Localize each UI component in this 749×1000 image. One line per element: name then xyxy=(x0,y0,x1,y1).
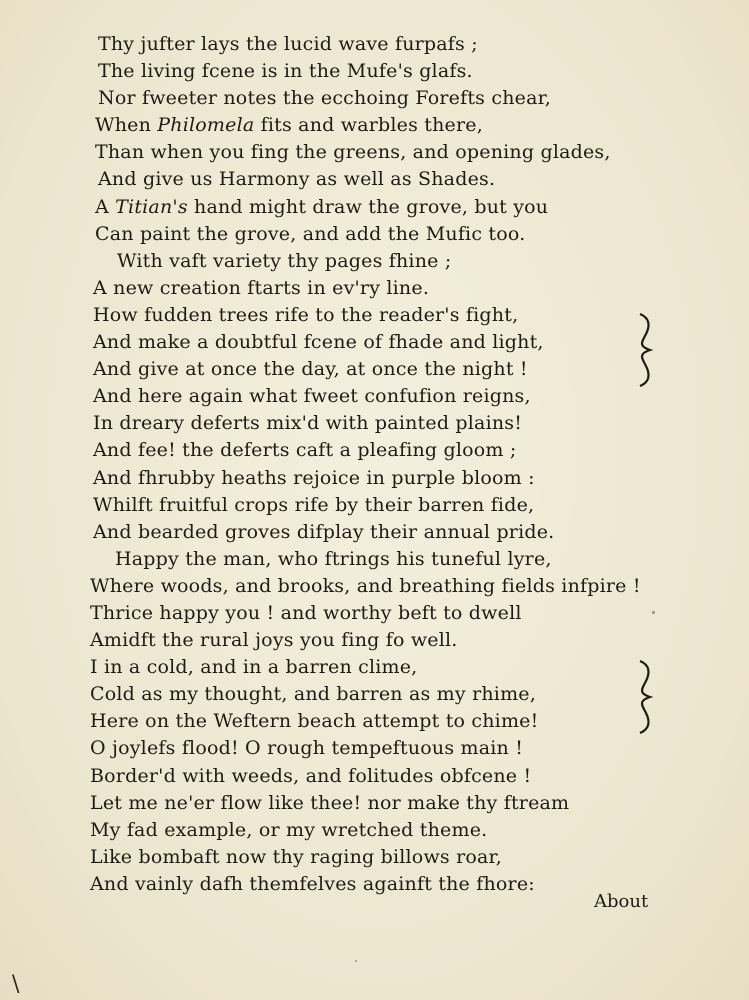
poem-line xyxy=(88,763,688,790)
poem-line-text: Like bombaft now thy raging billows roar, xyxy=(90,845,502,868)
poem-line-text: The living fcene is in the Mufe's glafs. xyxy=(98,60,473,83)
poem-line xyxy=(88,275,688,302)
poem-text xyxy=(88,31,688,898)
poem-line-text: Thy jufter lays the lucid wave furpafs ; xyxy=(98,33,478,55)
poem-line-text: And make a doubtful fcene of fhade and light, xyxy=(93,331,544,354)
poem-line-italic-text: Titian's xyxy=(115,195,188,218)
poem-line-text: Nor fweeter notes the ecchoing Forefts chear, xyxy=(98,87,552,110)
poem-line-text: And give us Harmony as well as Shades. xyxy=(98,168,496,191)
poem-line xyxy=(88,302,688,329)
poem-line xyxy=(88,790,688,817)
poem-line-text: fits and warbles there, xyxy=(254,114,483,137)
poem-line-italic-text: Philomela xyxy=(157,114,255,137)
poem-line xyxy=(88,410,688,437)
triplet-brace-1 xyxy=(632,312,658,388)
poem-line xyxy=(88,573,688,600)
poem-line xyxy=(88,329,688,356)
poem-line xyxy=(88,844,688,871)
poem-line-text: hand might draw the grove, but you xyxy=(187,195,549,218)
paper-speck xyxy=(355,960,357,962)
poem-line-text: And give at once the day, at once the night ! xyxy=(93,358,528,381)
poem-line xyxy=(88,58,688,85)
poem-line-text: In dreary deferts mix'd with painted plains! xyxy=(93,412,523,435)
poem-line xyxy=(88,519,688,546)
poem-line-text: My fad example, or my wretched theme. xyxy=(90,818,488,841)
poem-line-text: And here again what fweet confufion reigns, xyxy=(93,385,531,408)
poem-line xyxy=(88,248,688,275)
poem-line-text: Whilft fruitful crops rife by their barren fide, xyxy=(93,493,535,516)
paper-speck xyxy=(652,611,655,614)
poem-line-text: How fudden trees rife to the reader's fight, xyxy=(93,303,519,326)
poem-line xyxy=(88,139,688,166)
poem-line-text: Can paint the grove, and add the Mufic too. xyxy=(95,222,526,245)
poem-line-text: And fhrubby heaths rejoice in purple bloom : xyxy=(93,466,535,489)
poem-line-text: A new creation ftarts in ev'ry line. xyxy=(93,276,430,299)
poem-line-text: And fee! the deferts caft a pleafing gloom ; xyxy=(93,439,517,462)
poem-line-text: A xyxy=(95,195,116,218)
poem-line-text: O joylefs flood! O rough tempeftuous main ! xyxy=(90,737,524,760)
poem-line xyxy=(88,465,688,492)
poem-line xyxy=(88,31,688,58)
poem-line xyxy=(88,383,688,410)
poem-line-text: When xyxy=(95,114,158,137)
poem-line xyxy=(88,166,688,193)
poem-line xyxy=(88,221,688,248)
poem-line-text: And bearded groves difplay their annual pride. xyxy=(93,520,555,543)
poem-line xyxy=(88,735,688,762)
poem-line-text: Let me ne'er flow like thee! nor make thy ftream xyxy=(90,791,570,814)
corner-ink-mark: \ xyxy=(12,972,20,997)
poem-line-text: Thrice happy you ! and worthy beft to dwell xyxy=(90,601,522,624)
poem-line xyxy=(88,492,688,519)
poem-line xyxy=(88,708,688,735)
poem-line-text: Here on the Weftern beach attempt to chime! xyxy=(90,710,539,733)
poem-line xyxy=(88,85,688,112)
poem-line xyxy=(88,437,688,464)
poem-line-text: With vaft variety thy pages fhine ; xyxy=(117,249,452,272)
poem-line xyxy=(88,654,688,681)
poem-line-text: Cold as my thought, and barren as my rhime, xyxy=(90,683,536,706)
poem-line xyxy=(88,817,688,844)
poem-line-text: Happy the man, who ftrings his tuneful lyre, xyxy=(115,547,552,570)
poem-line xyxy=(88,681,688,708)
poem-line xyxy=(88,194,688,221)
poem-line xyxy=(88,600,688,627)
poem-line-text: I in a cold, and in a barren clime, xyxy=(90,656,418,679)
poem-line xyxy=(88,627,688,654)
poem-line-text: Than when you fing the greens, and opening glades, xyxy=(95,141,611,164)
poem-line xyxy=(88,356,688,383)
catchword: About xyxy=(594,891,649,912)
poem-line xyxy=(88,546,688,573)
poem-line-text: And vainly dafh themfelves againft the fhore: xyxy=(90,872,535,895)
triplet-brace-2 xyxy=(632,659,658,735)
poem-line-text: Amidft the rural joys you fing fo well. xyxy=(90,629,458,652)
poem-line-text: Where woods, and brooks, and breathing fields infpire ! xyxy=(90,574,641,597)
poem-line-text: Border'd with weeds, and folitudes obfcene ! xyxy=(90,764,532,787)
poem-line xyxy=(88,112,688,139)
